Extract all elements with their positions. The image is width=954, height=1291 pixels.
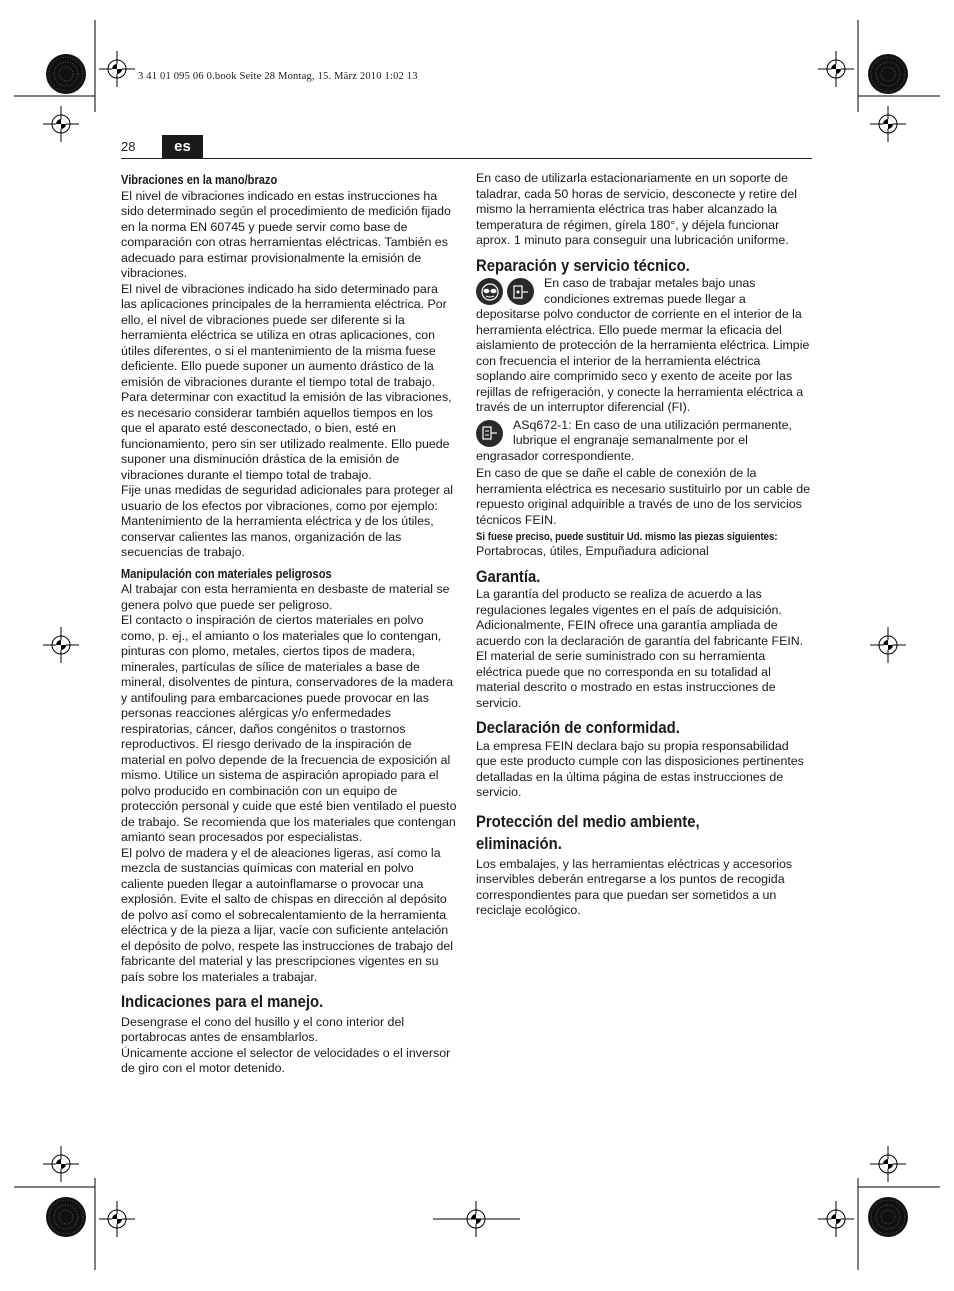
blow-out-icon [507,278,534,305]
language-tab: es [162,135,203,158]
paragraph: Portabrocas, útiles, Empuñadura adicional [476,544,709,558]
paragraph: El contacto o inspiración de ciertos materiales en polvo como, p. ej., el amianto o los materiales que lo contengan, pinturas con plomo, metales, ciertos tipos de madera, minerales, partículas de sílice de materiales a base de mineral, disolventes de pintura, conservadores de la madera y antifouling para embarcaciones puede provocar en las personas reacciones alérgicas y/o enfermedades respiratorias, cáncer, daños congénitos o trastornos reproductivos. El riesgo derivado de la inspiración de material en polvo depende de la frecuencia de exposición al mismo. Utilice un sistema de aspiración apropiado para el polvo producido en combinación con un equipo de protección personal y cuide que esté bien ventilado el puesto de trabajo. Se recomienda que los materiales que contengan amianto sean procesados por especialistas. [121,613,457,844]
page-number: 28 [121,139,136,154]
paragraph: En caso de trabajar metales bajo unas condiciones extremas puede llegar a depositarse polvo conductor de corriente en el interior de la herramienta eléctrica. Ello puede mermar la eficacia del aislamiento de protección de la herramienta eléctrica. Limpie con frecuencia el interior de la herramienta eléctrica soplando aire comprimido seco y exento de aceite por las rejillas de refrigeración, y conecte la herramienta eléctrica a través de un interruptor diferencial (FI). [476,276,810,414]
paragraph: Desengrase el cono del husillo y el cono interior del portabrocas antes de ensamblarlos. [121,1014,405,1044]
paragraph: El polvo de madera y el de aleaciones ligeras, así como la mezcla de sustancias químicas con material en polvo caliente pueden llegar a autoinflamarse o provocar una explosión. Evite el salto de chispas en dirección al depósito de polvo así como el sobrecalentamiento de la herramienta eléctrica y de la pieza a lijar, vacíe con suficiente antelación el depósito de polvo, respete las instrucciones de trabajo del fabricante del material y las prescripciones vigentes en su país sobre los materiales a trabajar. [121,845,454,984]
icon-group [476,278,534,305]
paragraph: Únicamente accione el selector de velocidades o el inversor de giro con el motor detenido. [121,1045,451,1075]
section-heading: Protección del medio ambiente, eliminación. [476,812,700,853]
paragraph: En caso de utilizarla estacionariamente en un soporte de taladrar, cada 50 horas de servicio, desconecte y retire del mismo la herramienta eléctrica tras haber alcanzado la temperatura de régimen, gírela 180°, y déjela funcionar aprox. 1 minuto para conseguir una lubricación uniforme. [476,171,797,247]
paragraph: El nivel de vibraciones indicado en estas instrucciones ha sido determinado según el procedimiento de medición fijado en la norma EN 60745 y puede servir como base de comparación con otras herramientas eléctricas. También es adecuado para estimar provisionalmente la emisión de vibraciones. [121,188,451,280]
safety-goggles-icon [476,278,503,305]
paragraph: Para determinar con exactitud la emisión de las vibraciones, es necesario considerar también aquellos tiempos en los que el aparato esté desconectado, o bien, esté en funcionamiento, pero sin ser utilizado realmente. Ello puede suponer una disminución drástica de la emisión de vibraciones durante el tiempo total de trabajo. [121,390,452,482]
paragraph: Los embalajes, y las herramientas eléctricas y accesorios inservibles deberán entregarse a los puntos de recogida correspondientes para que puedan ser sometidos a un reciclaje ecológico. [476,856,793,917]
section-heading: Declaración de conformidad. [476,719,680,737]
left-column [121,171,457,1077]
section-heading: Garantía. [476,567,541,586]
paragraph: ASq672-1: En caso de una utilización permanente, lubrique el engranaje semanalmente por el engrasador correspondiente. [476,417,792,463]
right-column [476,171,812,919]
subheading: Si fuese preciso, puede sustituir Ud. mismo las piezas siguientes: [476,531,778,543]
paragraph: El nivel de vibraciones indicado ha sido determinado para las aplicaciones principales de la herramienta eléctrica. Por ello, el nivel de vibraciones puede ser diferente si la herramienta eléctrica se utiliza en otras aplicaciones, con útiles diferentes, o si el mantenimiento de la misma fuese deficiente. Ello puede suponer un aumento drástico de la emisión de vibraciones durante el tiempo total de trabajo. [121,281,447,389]
file-info: 3 41 01 095 06 0.book Seite 28 Montag, 15. März 2010 1:02 13 [138,71,418,82]
paragraph: La garantía del producto se realiza de acuerdo a las regulaciones legales vigentes en el país de adquisición. Adicionalmente, FEIN ofrece una garantía ampliada de acuerdo con la declaración de garantía del fabricante FEIN. [476,587,804,648]
grease-nipple-icon [476,420,503,447]
section-heading: Manipulación con materiales peligrosos [121,566,332,581]
section-heading: Indicaciones para el manejo. [121,993,324,1011]
paragraph: Al trabajar con esta herramienta en desbaste de material se genera polvo que puede ser peligroso. [121,582,450,612]
section-heading: Vibraciones en la mano/brazo [121,173,278,187]
paragraph: El material de serie suministrado con su herramienta eléctrica puede que no corresponda en su totalidad al material descrito o mostrado en estas instrucciones de servicio. [476,649,776,710]
paragraph: Fije unas medidas de seguridad adicionales para proteger al usuario de los efectos por vibraciones, como por ejemplo: Mantenimiento de la herramienta eléctrica y de los útiles, conservar calientes las manos, organización de las secuencias de trabajo. [121,483,454,559]
paragraph: La empresa FEIN declara bajo su propia responsabilidad que este producto cumple con las disposiciones pertinentes detalladas en la última página de estas instrucciones de servicio. [476,738,804,799]
header-rule [121,158,812,159]
section-heading: Reparación y servicio técnico. [476,256,690,275]
paragraph: En caso de que se dañe el cable de conexión de la herramienta eléctrica es necesario sustituirlo por un cable de repuesto original adquirible a través de uno de los servicios técnicos FEIN. [476,466,811,527]
